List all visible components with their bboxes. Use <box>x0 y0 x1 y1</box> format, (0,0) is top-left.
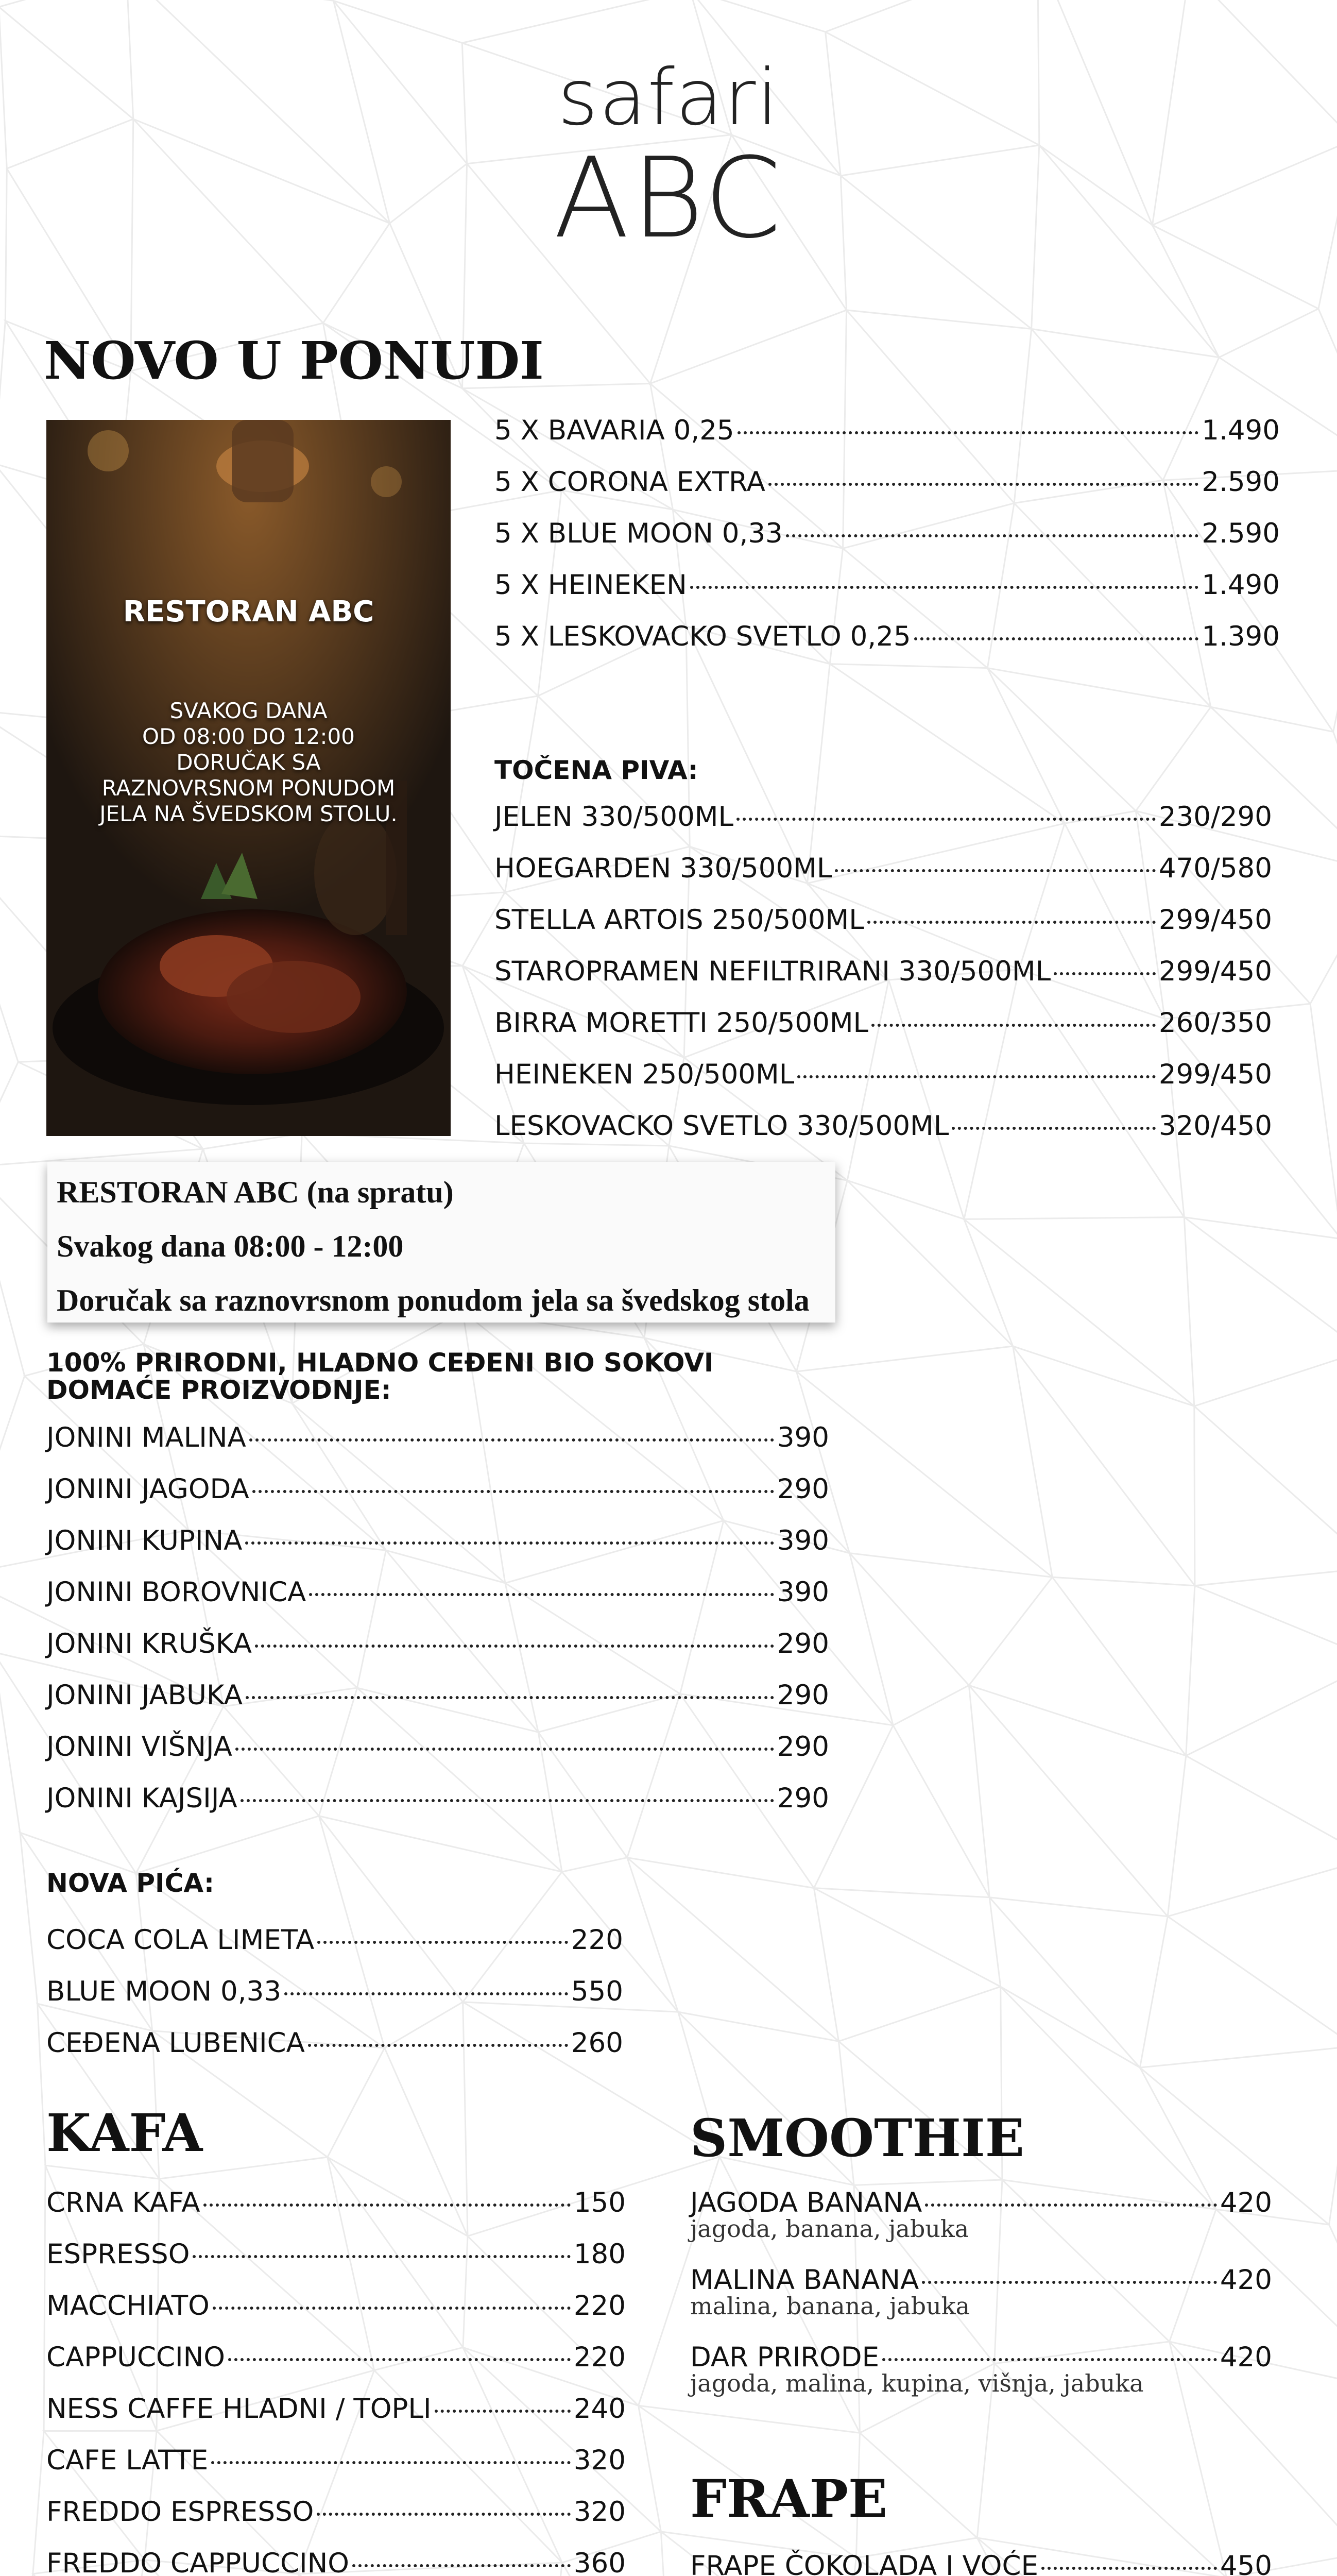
menu-item-name: JAGODA BANANA <box>690 2187 922 2218</box>
tocena-title: TOČENA PIVA: <box>494 755 698 785</box>
menu-item <box>494 956 1272 1007</box>
menu-item-name: COCA COLA LIMETA <box>46 1924 315 1956</box>
dot-leader <box>249 1438 774 1442</box>
menu-item-row <box>494 1059 1272 1091</box>
menu-item-name: CRNA KAFA <box>46 2187 200 2218</box>
menu-item-row <box>494 904 1272 936</box>
menu-item-row <box>46 1577 829 1608</box>
menu-item-price: 320/450 <box>1158 1110 1272 1142</box>
menu-item-price: 1.390 <box>1202 621 1280 652</box>
menu-item <box>494 518 1280 569</box>
menu-item-name: FREDDO ESPRESSO <box>46 2496 314 2528</box>
menu-item-row <box>494 1110 1272 1142</box>
menu-item-row <box>46 2187 626 2219</box>
dot-leader <box>835 869 1155 872</box>
dot-leader <box>952 1127 1155 1130</box>
dot-leader <box>211 2461 571 2464</box>
menu-item-name: BIRRA MORETTI 250/500ML <box>494 1007 869 1039</box>
menu-item-row <box>46 1976 623 2008</box>
menu-item <box>46 2445 626 2496</box>
smoothie-title: SMOOTHIE <box>690 2108 1025 2168</box>
menu-item <box>46 1473 829 1525</box>
menu-item <box>690 2550 1272 2576</box>
menu-item-price: 2.590 <box>1202 466 1280 498</box>
menu-item-price: 360 <box>573 2548 626 2576</box>
menu-item <box>494 801 1272 853</box>
menu-item-price: 1.490 <box>1202 415 1280 446</box>
menu-item-price: 290 <box>777 1628 829 1659</box>
menu-item-description: jagoda, banana, jabuka <box>690 2215 969 2243</box>
menu-item-price: 320 <box>573 2445 626 2476</box>
menu-item-price: 290 <box>777 1731 829 1762</box>
menu-item <box>690 2264 1272 2342</box>
menu-item-price: 299/450 <box>1158 904 1272 936</box>
dot-leader <box>252 1490 774 1493</box>
menu-item <box>494 853 1272 904</box>
kafa-title: KAFA <box>46 2103 203 2163</box>
menu-item <box>46 1422 829 1473</box>
menu-item-price: 290 <box>777 1473 829 1505</box>
menu-item-price: 420 <box>1220 2342 1272 2373</box>
menu-item-description: malina, banana, jabuka <box>690 2292 970 2320</box>
menu-item <box>494 1059 1272 1110</box>
menu-item-description: jagoda, malina, kupina, višnja, jabuka <box>690 2369 1144 2397</box>
restaurant-promo-image <box>46 420 451 1136</box>
logo-abc: ABC <box>553 133 784 263</box>
menu-item-row <box>46 2342 626 2374</box>
menu-item-row <box>494 801 1272 833</box>
menu-item-price: 180 <box>573 2239 626 2270</box>
menu-item <box>494 569 1280 621</box>
dot-leader <box>228 2358 571 2361</box>
restoran-info-line2: Svakog dana 08:00 - 12:00 <box>57 1229 404 1263</box>
menu-item-row <box>46 2290 626 2322</box>
menu-item-row <box>46 1924 623 1956</box>
menu-item-name: CEĐENA LUBENICA <box>46 2027 305 2059</box>
dot-leader <box>241 1799 774 1802</box>
menu-item-price: 2.590 <box>1202 518 1280 549</box>
menu-item-row <box>46 2445 626 2477</box>
menu-item-name: 5 X BLUE MOON 0,33 <box>494 518 783 549</box>
dot-leader <box>914 637 1199 640</box>
dot-leader <box>1054 972 1156 975</box>
menu-item-name: HOEGARDEN 330/500ML <box>494 853 832 884</box>
menu-item-price: 260/350 <box>1158 1007 1272 1039</box>
menu-item-name: FREDDO CAPPUCCINO <box>46 2548 349 2576</box>
menu-item-price: 390 <box>777 1577 829 1608</box>
menu-item-price: 420 <box>1220 2264 1272 2296</box>
dot-leader <box>925 2204 1217 2207</box>
menu-item-name: JONINI JABUKA <box>46 1680 243 1711</box>
menu-item-name: STAROPRAMEN NEFILTRIRANI 330/500ML <box>494 956 1051 987</box>
dot-leader <box>309 1593 774 1596</box>
menu-item-row <box>46 1680 829 1711</box>
menu-item-name: 5 X BAVARIA 0,25 <box>494 415 734 446</box>
menu-item-price: 299/450 <box>1158 1059 1272 1090</box>
menu-item-name: MACCHIATO <box>46 2290 210 2321</box>
menu-item-price: 390 <box>777 1525 829 1556</box>
menu-item <box>46 1628 829 1680</box>
dot-leader <box>245 1541 774 1545</box>
menu-item-price: 290 <box>777 1783 829 1814</box>
menu-item-row <box>690 2264 1272 2296</box>
menu-item <box>46 1731 829 1783</box>
menu-item <box>494 1110 1272 1162</box>
dot-leader <box>317 2513 570 2516</box>
frape-title: FRAPE <box>690 2468 888 2529</box>
sokovi-list <box>46 1422 829 1834</box>
menu-item-price: 390 <box>777 1422 829 1453</box>
dot-leader <box>768 483 1198 486</box>
menu-item-row <box>46 1783 829 1815</box>
sokovi-title-line2: DOMAĆE PROIZVODNJE: <box>46 1375 391 1405</box>
beer-packs-list <box>494 415 1280 672</box>
dot-leader <box>736 818 1156 821</box>
menu-item <box>494 1007 1272 1059</box>
dot-leader <box>435 2410 571 2413</box>
dot-leader <box>738 431 1199 434</box>
menu-item-price: 450 <box>1220 2550 1272 2576</box>
menu-item-name: HEINEKEN 250/500ML <box>494 1059 795 1090</box>
menu-item-name: 5 X LESKOVACKO SVETLO 0,25 <box>494 621 911 652</box>
menu-item-price: 220 <box>573 2342 626 2373</box>
frape-list <box>690 2550 1272 2576</box>
menu-item-price: 470/580 <box>1158 853 1272 884</box>
dot-leader <box>867 921 1156 924</box>
dot-leader <box>882 2358 1217 2361</box>
menu-item-name: JONINI JAGODA <box>46 1473 249 1505</box>
menu-item-price: 420 <box>1220 2187 1272 2218</box>
kafa-list <box>46 2187 626 2576</box>
menu-item-price: 240 <box>573 2393 626 2425</box>
menu-item-row <box>690 2550 1272 2576</box>
dot-leader <box>871 1024 1156 1027</box>
menu-item-name: JELEN 330/500ML <box>494 801 734 833</box>
dot-leader <box>193 2255 570 2258</box>
menu-item <box>46 2496 626 2548</box>
menu-item-row <box>46 2027 623 2059</box>
sokovi-title-line1: 100% PRIRODNI, HLADNO CEĐENI BIO SOKOVI <box>46 1348 714 1378</box>
menu-item-name: NESS CAFFE HLADNI / TOPLI <box>46 2393 432 2425</box>
restoran-info-line1: RESTORAN ABC (na spratu) <box>57 1175 454 1209</box>
menu-item <box>46 1525 829 1577</box>
menu-item <box>46 1924 623 1976</box>
promo-title: RESTORAN ABC <box>123 595 374 629</box>
menu-item <box>46 2342 626 2393</box>
menu-item-row <box>46 1525 829 1557</box>
dot-leader <box>203 2204 571 2207</box>
menu-item <box>46 2027 623 2079</box>
menu-item-price: 550 <box>571 1976 623 2007</box>
nova-pica-list <box>46 1924 623 2079</box>
menu-item-name: FRAPE ČOKOLADA I VOĆE <box>690 2550 1039 2576</box>
dot-leader <box>922 2281 1217 2284</box>
menu-item-name: ESPRESSO <box>46 2239 190 2270</box>
menu-item-name: JONINI KRUŠKA <box>46 1628 252 1659</box>
menu-item-name: CAPPUCCINO <box>46 2342 225 2373</box>
dot-leader <box>352 2564 571 2567</box>
menu-item-name: JONINI VIŠNJA <box>46 1731 232 1762</box>
novo-title: NOVO U PONUDI <box>44 330 544 391</box>
menu-item-price: 220 <box>571 1924 623 1956</box>
tocena-list <box>494 801 1272 1162</box>
menu-item-row <box>46 1473 829 1505</box>
menu-item <box>494 621 1280 672</box>
menu-item <box>46 1976 623 2027</box>
menu-item <box>494 415 1280 466</box>
menu-item-price: 150 <box>573 2187 626 2218</box>
menu-item-price: 260 <box>571 2027 623 2059</box>
smoothie-list <box>690 2187 1272 2419</box>
menu-item-row <box>494 853 1272 885</box>
menu-item-row <box>46 1731 829 1763</box>
menu-item <box>46 2393 626 2445</box>
menu-item <box>46 1577 829 1628</box>
menu-item-name: 5 X HEINEKEN <box>494 569 687 601</box>
dot-leader <box>1041 2567 1217 2570</box>
menu-item-row <box>690 2342 1272 2374</box>
restoran-info-line3: Doručak sa raznovrsnom ponudom jela sa švedskog stola <box>57 1283 810 1317</box>
dot-leader <box>317 1941 568 1944</box>
menu-item <box>46 2239 626 2290</box>
menu-item <box>46 1783 829 1834</box>
menu-item-name: JONINI KUPINA <box>46 1525 243 1556</box>
menu-item-row <box>46 2548 626 2576</box>
dot-leader <box>797 1075 1156 1078</box>
menu-item-price: 320 <box>573 2496 626 2528</box>
menu-item-name: LESKOVACKO SVETLO 330/500ML <box>494 1110 949 1142</box>
menu-item-price: 1.490 <box>1202 569 1280 601</box>
menu-item <box>46 1680 829 1731</box>
menu-item-row <box>46 2393 626 2425</box>
menu-item-row <box>494 569 1280 601</box>
promo-text: SVAKOG DANA OD 08:00 DO 12:00 DORUČAK SA RAZNOVRSNOM PONUDOM JELA NA ŠVEDSKOM STOLU. <box>99 698 398 826</box>
menu-item <box>690 2187 1272 2264</box>
menu-item-row <box>494 466 1280 498</box>
menu-item-name: CAFE LATTE <box>46 2445 209 2476</box>
dot-leader <box>690 586 1199 589</box>
menu-item-price: 290 <box>777 1680 829 1711</box>
nova-pica-title: NOVA PIĆA: <box>46 1868 214 1898</box>
menu-item-row <box>46 2239 626 2270</box>
menu-item-name: STELLA ARTOIS 250/500ML <box>494 904 864 936</box>
menu-item-row <box>494 415 1280 447</box>
menu-item-row <box>46 2496 626 2528</box>
dot-leader <box>213 2307 571 2310</box>
menu-item-name: MALINA BANANA <box>690 2264 919 2296</box>
menu-item-price: 299/450 <box>1158 956 1272 987</box>
dot-leader <box>255 1645 774 1648</box>
menu-item-row <box>46 1422 829 1454</box>
menu-item-row <box>494 956 1272 988</box>
dot-leader <box>786 534 1199 537</box>
menu-item-row <box>494 621 1280 653</box>
dot-leader <box>284 1992 568 1995</box>
menu-item-row <box>690 2187 1272 2219</box>
menu-item <box>46 2290 626 2342</box>
menu-item <box>494 904 1272 956</box>
dot-leader <box>235 1748 774 1751</box>
menu-item-name: JONINI BOROVNICA <box>46 1577 306 1608</box>
menu-item-price: 230/290 <box>1158 801 1272 833</box>
menu-item <box>46 2548 626 2576</box>
dot-leader <box>246 1696 774 1699</box>
restoran-info-box <box>47 1162 835 1323</box>
menu-item-row <box>494 518 1280 550</box>
menu-item-name: 5 X CORONA EXTRA <box>494 466 765 498</box>
menu-item-price: 220 <box>573 2290 626 2321</box>
logo-safari: safari <box>557 53 780 143</box>
menu-item-row <box>494 1007 1272 1039</box>
menu-item-row <box>46 1628 829 1660</box>
dot-leader <box>308 2044 568 2047</box>
menu-item <box>46 2187 626 2239</box>
menu-item-name: BLUE MOON 0,33 <box>46 1976 282 2007</box>
menu-item <box>494 466 1280 518</box>
menu-item-name: DAR PRIRODE <box>690 2342 880 2373</box>
menu-item-name: JONINI MALINA <box>46 1422 246 1453</box>
menu-item-name: JONINI KAJSIJA <box>46 1783 237 1814</box>
menu-item <box>690 2342 1272 2419</box>
